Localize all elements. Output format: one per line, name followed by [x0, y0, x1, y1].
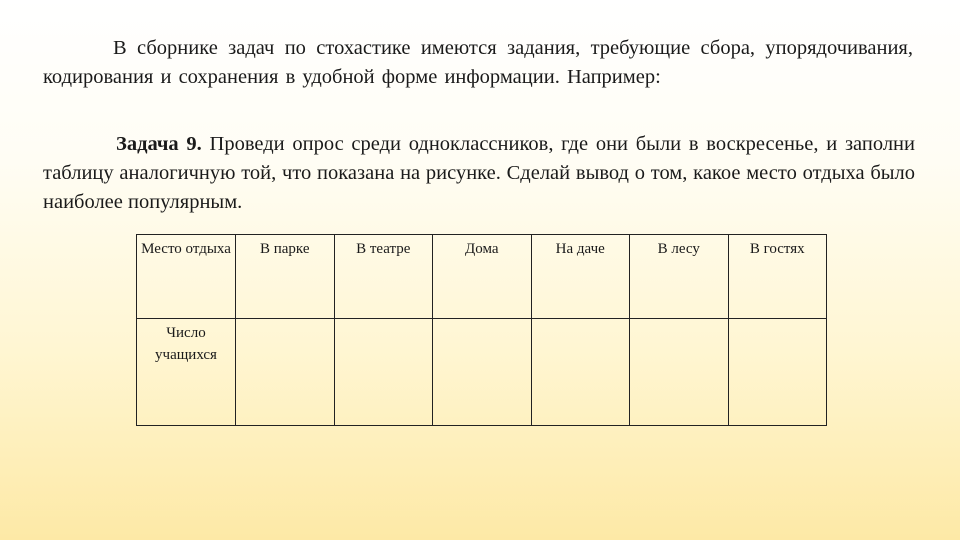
count-cell-visiting[interactable] — [728, 319, 827, 426]
count-cell-theatre[interactable] — [334, 319, 433, 426]
column-header-theatre: В театре — [334, 235, 433, 319]
task-text: Проведи опрос среди одноклассников, где они были в воскресенье, и заполни таблицу аналогичную той, что показана на рисунке. Сделай вывод о том, какое место отдыха было наиболее популярным. — [43, 133, 915, 213]
task-paragraph — [43, 130, 915, 217]
row-header-count: Число учащихся — [137, 319, 236, 426]
count-cell-home[interactable] — [433, 319, 532, 426]
count-cell-dacha[interactable] — [531, 319, 630, 426]
column-header-dacha: На даче — [531, 235, 630, 319]
column-header-park: В парке — [236, 235, 335, 319]
column-header-visiting: В гостях — [728, 235, 827, 319]
table-row-counts — [137, 319, 827, 426]
intro-paragraph: В сборнике задач по стохастике имеются задания, требующие сбора, упорядочивания, кодирования и сохранения в удобной форме информации. Например: — [43, 37, 913, 88]
survey-table — [136, 234, 827, 426]
count-cell-park[interactable] — [236, 319, 335, 426]
column-header-forest: В лесу — [630, 235, 729, 319]
task-label: Задача 9. — [116, 133, 202, 155]
count-cell-forest[interactable] — [630, 319, 729, 426]
table-row-places — [137, 235, 827, 319]
row-header-place: Место отдыха — [137, 235, 236, 319]
column-header-home: Дома — [433, 235, 532, 319]
